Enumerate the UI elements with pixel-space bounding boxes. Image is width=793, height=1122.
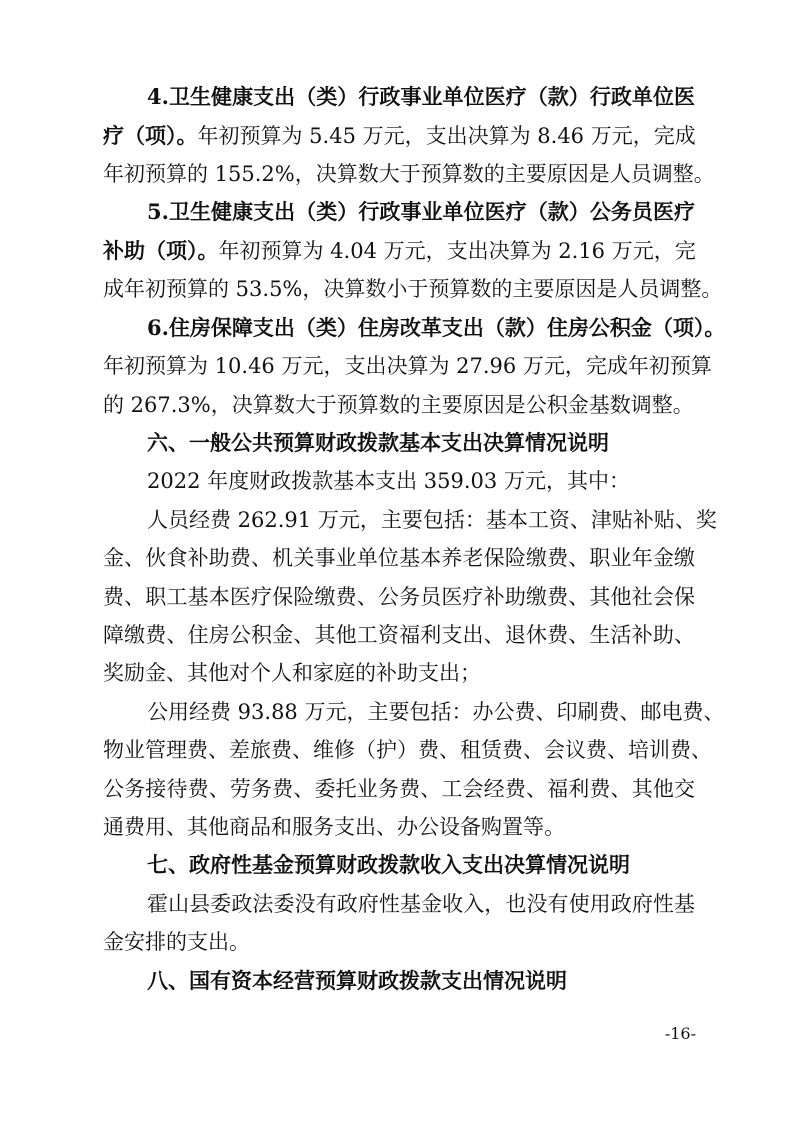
- section7-heading: 七、政府性基金预算财政拨款收入支出决算情况说明: [147, 853, 630, 877]
- item5-text-1: 年初预算为 4.04 万元，支出决算为 2.16 万元，完: [218, 239, 696, 263]
- item6-text-2: 的 267.3%，决算数大于预算数的主要原因是公积金基数调整。: [103, 393, 694, 417]
- item4-text-1: 年初预算为 5.45 万元，支出决算为 8.46 万元，完成: [197, 124, 696, 148]
- section7-line: 金安排的支出。: [103, 930, 250, 954]
- page-number: -16-: [664, 1024, 696, 1043]
- item5-heading-tail: 补助（项）。: [103, 238, 219, 263]
- item5-line2: [103, 232, 695, 270]
- item5-heading-line1: 5.卫生健康支出（类）行政事业单位医疗（款）公务员医疗: [147, 199, 695, 224]
- item4-heading-line1: 4.卫生健康支出（类）行政事业单位医疗（款）行政单位医: [147, 84, 695, 109]
- public-expense-line: 公务接待费、劳务费、委托业务费、工会经费、福利费、其他交: [103, 777, 695, 801]
- public-expense-line: 通费用、其他商品和服务支出、办公设备购置等。: [103, 815, 565, 839]
- personnel-line: 障缴费、住房公积金、其他工资福利支出、退休费、生活补助、: [103, 623, 695, 647]
- section6-heading: 六、一般公共预算财政拨款基本支出决算情况说明: [147, 431, 609, 455]
- item4-heading-tail: 疗（项）。: [103, 123, 198, 148]
- item4-text-2: 年初预算的 155.2%，决算数大于预算数的主要原因是人员调整。: [103, 162, 715, 186]
- personnel-line: 人员经费 262.91 万元，主要包括：基本工资、津贴补贴、奖: [147, 508, 717, 532]
- section8-heading: 八、国有资本经营预算财政拨款支出情况说明: [147, 969, 567, 993]
- section6-intro: 2022 年度财政拨款基本支出 359.03 万元，其中：: [147, 469, 630, 493]
- item6-heading: 6.住房保障支出（类）住房改革支出（款）住房公积金（项）。: [147, 315, 726, 340]
- item5-text-2: 成年初预算的 53.5%，决算数小于预算数的主要原因是人员调整。: [103, 277, 723, 301]
- public-expense-line: 公用经费 93.88 万元，主要包括：办公费、印刷费、邮电费、: [147, 700, 725, 724]
- personnel-line: 金、伙食补助费、机关事业单位基本养老保险缴费、职业年金缴: [103, 546, 695, 570]
- item6-text-1: 年初预算为 10.46 万元，支出决算为 27.96 万元，完成年初预算: [103, 354, 712, 378]
- section7-line: 霍山县委政法委没有政府性基金收入，也没有使用政府性基: [147, 892, 695, 916]
- personnel-line: 奖励金、其他对个人和家庭的补助支出；: [103, 661, 481, 685]
- personnel-line: 费、职工基本医疗保险缴费、公务员医疗补助缴费、其他社会保: [103, 585, 695, 609]
- item4-line2: [103, 117, 695, 155]
- public-expense-line: 物业管理费、差旅费、维修（护）费、租赁费、会议费、培训费、: [103, 738, 712, 762]
